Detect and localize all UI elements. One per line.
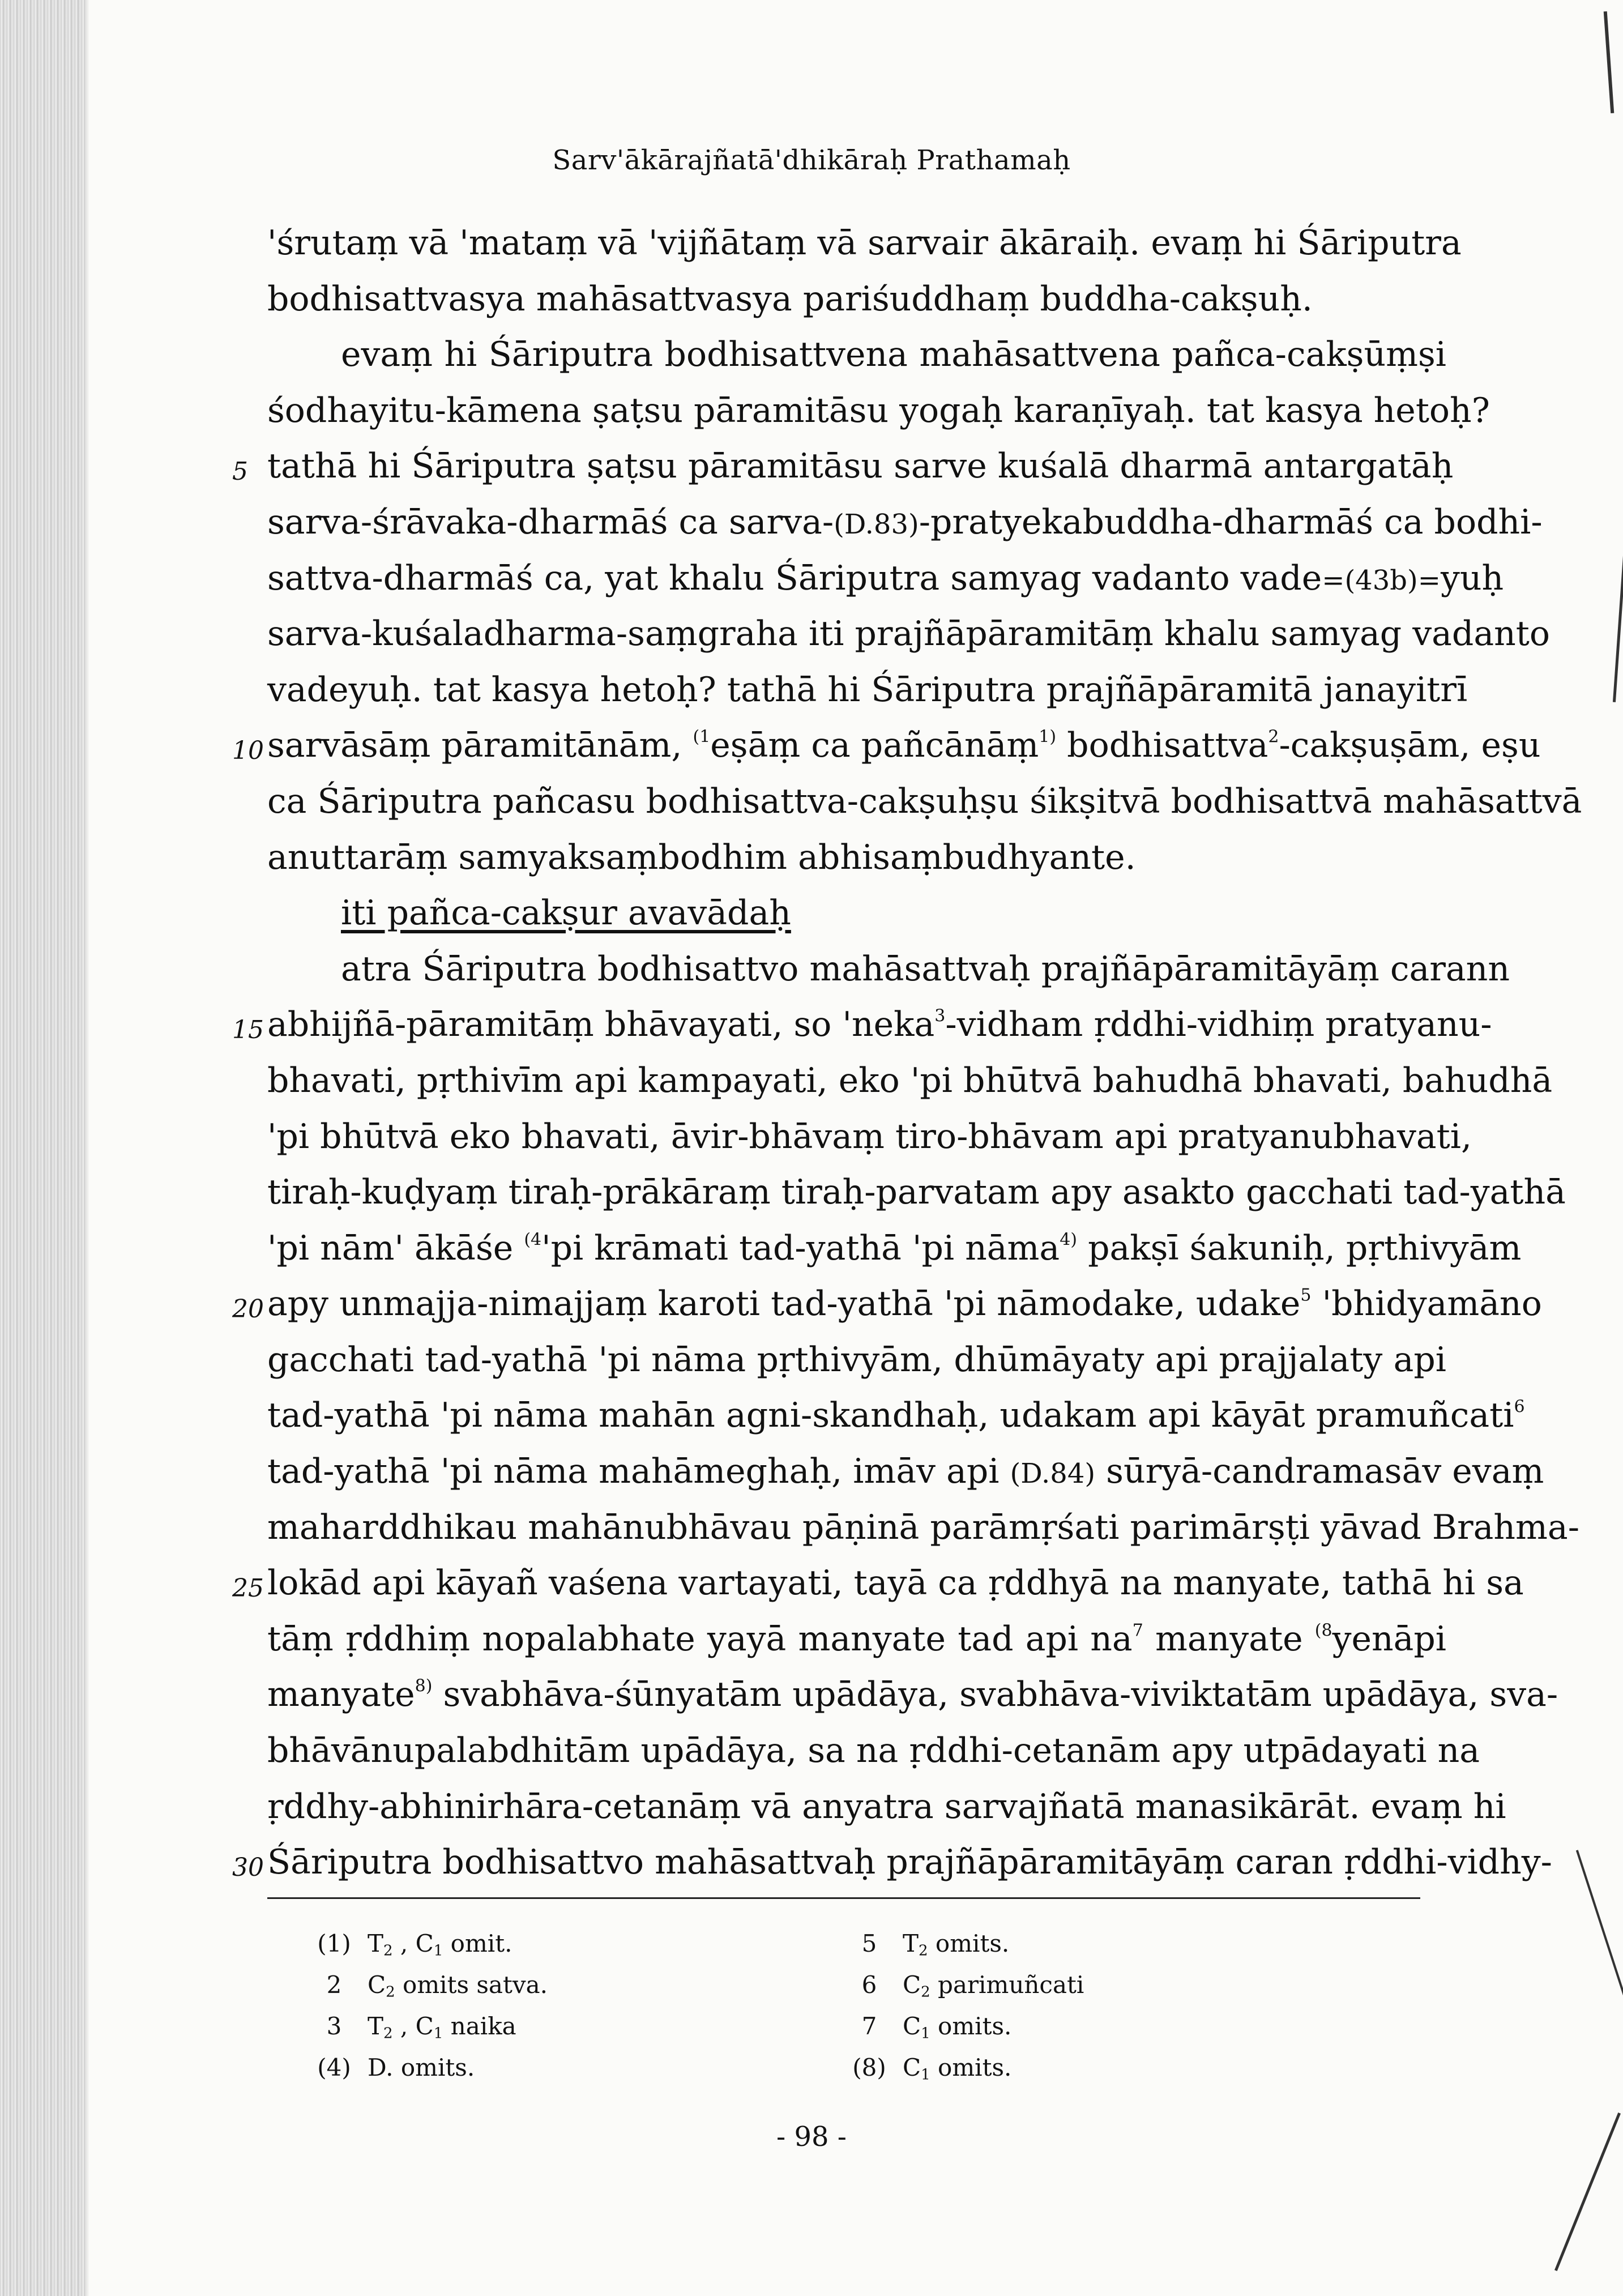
footnote-text <box>360 1923 512 1964</box>
footnote-text <box>360 1964 548 2005</box>
line-text: atra Śāriputra bodhisattvo mahāsattvaḥ prajñāpāramitāyāṃ carann <box>341 949 1510 989</box>
footnote-text-part: omits. <box>930 2054 1012 2081</box>
line-text: tāṃ ṛddhiṃ nopalabhate yayā manyate tad api na <box>267 1619 1133 1659</box>
footnote-text-part: naika <box>443 2012 516 2040</box>
scan-edge-mark <box>1613 555 1623 702</box>
text-line <box>267 271 1446 327</box>
line-text: -pratyekabuddha-dharmāś ca bodhi- <box>919 502 1543 542</box>
footnote-marker: 4) <box>1060 1230 1077 1250</box>
text-line <box>232 718 1541 774</box>
footnote-marker: 7 <box>1132 1620 1143 1641</box>
footnote-separator <box>267 1897 1420 1899</box>
line-text: abhijñā-pāramitāṃ bhāvayati, so 'neka <box>267 1005 935 1045</box>
text-line <box>267 1388 1525 1444</box>
footnote-text-part: , C <box>392 1930 434 1957</box>
footnote-number: (4) <box>317 2054 351 2081</box>
text-line <box>232 1555 1524 1611</box>
text-line <box>267 1053 1553 1109</box>
body-text <box>232 215 1582 1890</box>
footnote <box>309 2047 548 2088</box>
footnote-marker: (1 <box>693 727 711 747</box>
footnote-number: 3 <box>326 2012 342 2040</box>
footnote-text-part: omits satva. <box>395 1971 548 1999</box>
line-text: gacchati tad-yathā 'pi nāma pṛthivyām, dhūmāyaty api prajjalaty api <box>267 1339 1446 1380</box>
ms-subscript: 2 <box>919 1942 928 1960</box>
line-text: bodhisattvasya mahāsattvasya pariśuddhaṃ buddha-cakṣuḥ. <box>267 279 1313 319</box>
scan-edge-mark <box>1604 11 1615 113</box>
text-line <box>267 215 1462 271</box>
text-line <box>267 1779 1506 1835</box>
section-subheading <box>267 885 1446 941</box>
line-text: 'pi krāmati tad-yathā 'pi nāma <box>541 1228 1060 1268</box>
text-line <box>267 606 1550 662</box>
footnote-text-part: , C <box>392 2012 434 2040</box>
text-line <box>267 327 1446 383</box>
footnote-text-part: C <box>903 2054 921 2081</box>
subheading-text: iti pañca-cakṣur avavādaḥ <box>341 893 791 933</box>
footnote-text-part: C <box>903 2012 921 2040</box>
footnote-text <box>360 2005 516 2047</box>
text-line <box>267 550 1504 607</box>
line-text: 'śrutaṃ vā 'mataṃ vā 'vijñātaṃ vā sarvair ākāraiḥ. evaṃ hi Śāriputra <box>267 223 1462 263</box>
footnote <box>844 2005 1084 2047</box>
text-line <box>267 1611 1446 1667</box>
footnote-text-part: T <box>903 1930 919 1957</box>
line-text: ṛddhy-abhinirhāra-cetanāṃ vā anyatra sarvajñatā manasikārāt. evaṃ hi <box>267 1786 1506 1826</box>
text-line <box>267 494 1543 550</box>
text-line <box>267 1109 1472 1165</box>
line-text: sattva-dharmāś ca, yat khalu Śāriputra samyag vadanto vade <box>267 558 1322 598</box>
scan-edge-mark <box>1576 1850 1623 2001</box>
footnote-number: 7 <box>861 2012 877 2040</box>
ms-subscript: 2 <box>921 1983 930 2001</box>
footnote-text-part: C <box>368 1971 386 1999</box>
footnote <box>309 1923 548 1964</box>
line-text: bodhisattva <box>1056 725 1268 766</box>
line-text: 'pi nām' ākāśe <box>267 1228 524 1268</box>
line-text: svabhāva-śūnyatām upādāya, svabhāva-viviktatām upādāya, sva- <box>432 1675 1558 1715</box>
line-number: 10 <box>232 736 264 766</box>
line-text: sarvāsāṃ pāramitānām, <box>267 725 693 766</box>
line-text: bhāvānupalabdhitām upādāya, sa na ṛddhi-cetanām apy utpādayati na <box>267 1731 1480 1771</box>
running-header: Sarv'ākārajñatā'dhikāraḥ Prathamaḥ <box>552 144 1071 176</box>
line-text: vadeyuḥ. tat kasya hetoḥ? tathā hi Śāriputra prajñāpāramitā janayitrī <box>267 669 1468 710</box>
footnote-text-part: omits. <box>930 2012 1012 2040</box>
ms-subscript: 1 <box>433 2025 443 2042</box>
line-text: Śāriputra bodhisattvo mahāsattvaḥ prajñāpāramitāyāṃ caran ṛddhi-vidhy- <box>267 1842 1552 1883</box>
footnote-number: 2 <box>326 1971 342 1999</box>
footnote-number: 5 <box>861 1930 877 1957</box>
line-text: 'pi bhūtvā eko bhavati, āvir-bhāvaṃ tiro-bhāvam api pratyanubhavati, <box>267 1116 1472 1156</box>
line-number: 25 <box>232 1574 264 1603</box>
line-number: 15 <box>232 1015 264 1045</box>
footnote-text-part: omits. <box>928 1930 1010 1957</box>
line-text: manyate <box>267 1675 415 1715</box>
text-line <box>267 662 1468 718</box>
footnote-marker: 3 <box>934 1006 946 1026</box>
footnote-text <box>895 1964 1084 2005</box>
page-number: - 98 - <box>776 2121 847 2153</box>
text-line <box>267 830 1446 886</box>
manuscript-folio-ref: =(43b)= <box>1322 564 1441 596</box>
ms-subscript: 1 <box>921 2025 930 2042</box>
footnote-number: (8) <box>852 2054 886 2081</box>
text-line <box>267 1667 1558 1723</box>
text-line <box>232 1834 1552 1890</box>
line-text: sūryā-candramasāv evaṃ <box>1095 1452 1544 1492</box>
line-text: manyate <box>1143 1619 1315 1659</box>
line-text: apy unmajja-nimajjaṃ karoti tad-yathā 'pi nāmodake, udake <box>267 1284 1301 1324</box>
footnote-text <box>895 1923 1009 1964</box>
line-text: tad-yathā 'pi nāma mahān agni-skandhaḥ, udakam api kāyāt pramuñcati <box>267 1395 1514 1436</box>
ms-subscript: 1 <box>433 1942 443 1960</box>
line-text: sarva-śrāvaka-dharmāś ca sarva- <box>267 502 834 542</box>
footnote-text-part: omit. <box>443 1930 512 1957</box>
footnote-marker: (4 <box>524 1230 542 1250</box>
line-text: tad-yathā 'pi nāma mahāmeghaḥ, imāv api <box>267 1452 1010 1492</box>
ms-subscript: 1 <box>921 2066 930 2084</box>
footnote <box>844 1923 1084 1964</box>
ms-subscript: 2 <box>386 1983 395 2001</box>
footnote-marker: 1) <box>1039 727 1057 747</box>
line-text: eṣāṃ ca pañcānāṃ <box>710 725 1039 766</box>
line-text: maharddhikau mahānubhāvau pāṇinā parāmṛśati parimārṣṭi yāvad Brahma- <box>267 1507 1579 1547</box>
text-line <box>267 1444 1544 1500</box>
footnote-marker: 6 <box>1514 1397 1525 1417</box>
footnote-marker: 2 <box>1268 727 1279 747</box>
footnote-text-part: T <box>368 1930 384 1957</box>
footnote <box>844 2047 1084 2088</box>
line-text: lokād api kāyañ vaśena vartayati, tayā ca ṛddhyā na manyate, tathā hi sa <box>267 1563 1524 1603</box>
text-line <box>267 1164 1566 1220</box>
line-text: 'bhidyamāno <box>1311 1284 1542 1324</box>
footnotes-right <box>844 1923 1084 2088</box>
line-text: evaṃ hi Śāriputra bodhisattvena mahāsattvena pañca-cakṣūṃṣi <box>341 335 1446 375</box>
footnote <box>309 2005 548 2047</box>
footnote-text <box>360 2047 475 2088</box>
footnote-marker: (8 <box>1314 1620 1332 1641</box>
text-line <box>232 1276 1542 1332</box>
text-line <box>232 438 1454 494</box>
line-number: 30 <box>232 1853 264 1883</box>
edition-page-ref: (D.83) <box>834 508 919 540</box>
footnote <box>844 1964 1084 2005</box>
footnote-text <box>895 2047 1011 2088</box>
text-line <box>267 774 1582 830</box>
line-text: -cakṣuṣām, eṣu <box>1279 725 1541 766</box>
footnote-text <box>895 2005 1011 2047</box>
text-line <box>267 1220 1522 1277</box>
line-text: pakṣī śakuniḥ, pṛthivyām <box>1077 1228 1522 1268</box>
text-line <box>267 1723 1480 1779</box>
line-text: anuttarāṃ samyaksaṃbodhim abhisaṃbudhyante. <box>267 837 1136 877</box>
footnote-text-part: parimuñcati <box>930 1971 1084 1999</box>
line-number: 5 <box>232 457 248 486</box>
line-text: ca Śāriputra pañcasu bodhisattva-cakṣuḥṣu śikṣitvā bodhisattvā mahāsattvā <box>267 781 1582 821</box>
footnote-marker: 5 <box>1300 1285 1312 1305</box>
footnote-number: 6 <box>861 1971 877 1999</box>
line-text: yuḥ <box>1440 558 1504 598</box>
edition-page-ref: (D.84) <box>1010 1458 1096 1490</box>
scan-binding-shadow <box>0 0 85 2296</box>
text-line <box>267 1500 1579 1556</box>
footnote-text-part: C <box>903 1971 921 1999</box>
line-text: yenāpi <box>1332 1619 1446 1659</box>
line-text: bhavati, pṛthivīm api kampayati, eko 'pi bhūtvā bahudhā bhavati, bahudhā <box>267 1060 1553 1100</box>
ms-subscript: 2 <box>383 1942 393 1960</box>
footnote-text-part: T <box>368 2012 384 2040</box>
ms-subscript: 2 <box>383 2025 393 2042</box>
line-text: sarva-kuśaladharma-saṃgraha iti prajñāpāramitāṃ khalu samyag vadanto <box>267 614 1550 654</box>
footnote-marker: 8) <box>415 1676 433 1696</box>
line-number: 20 <box>232 1295 264 1324</box>
text-line <box>267 1332 1446 1388</box>
footnotes-left <box>309 1923 548 2088</box>
line-text: tiraḥ-kuḍyaṃ tiraḥ-prākāraṃ tiraḥ-parvatam apy asakto gacchati tad-yathā <box>267 1172 1566 1213</box>
text-line <box>267 941 1510 997</box>
line-text: -vidham ṛddhi-vidhiṃ pratyanu- <box>945 1005 1492 1045</box>
line-text: tathā hi Śāriputra ṣaṭsu pāramitāsu sarve kuśalā dharmā antargatāḥ <box>267 446 1454 486</box>
line-text: śodhayitu-kāmena ṣaṭsu pāramitāsu yogaḥ karaṇīyaḥ. tat kasya hetoḥ? <box>267 390 1490 430</box>
text-line <box>232 997 1492 1053</box>
footnote-number: (1) <box>317 1930 351 1957</box>
text-line <box>267 383 1490 439</box>
footnote <box>309 1964 548 2005</box>
footnote-text-part: D. omits. <box>368 2054 475 2081</box>
